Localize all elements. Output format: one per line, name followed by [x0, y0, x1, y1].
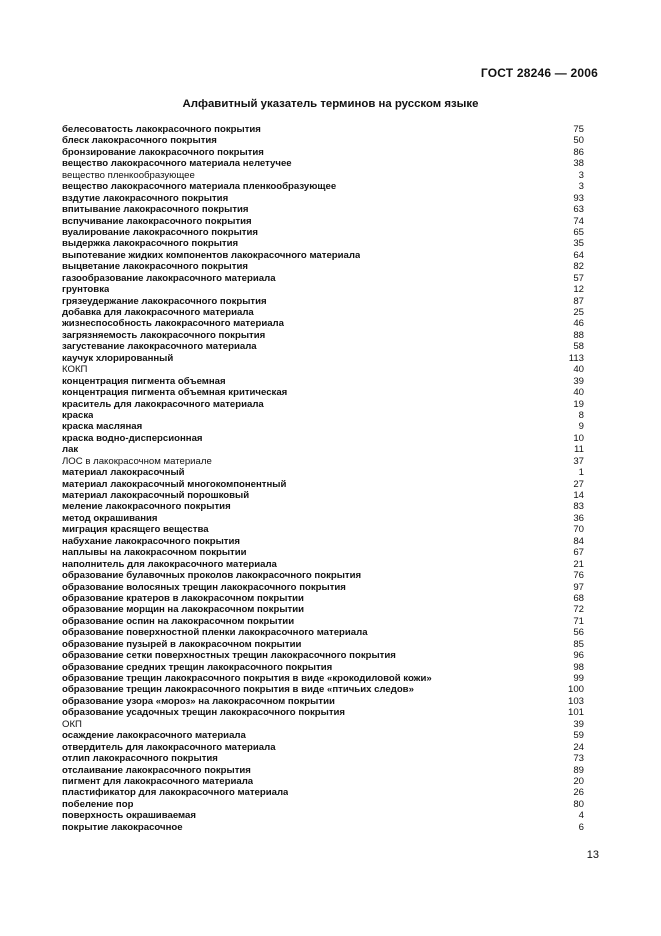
index-entry [62, 719, 600, 730]
index-entry [62, 810, 600, 821]
index-term: блеск лакокрасочного покрытия [62, 135, 217, 147]
index-entry [62, 193, 600, 204]
index-page-ref: 59 [573, 730, 584, 742]
index-page-ref: 1 [578, 467, 584, 479]
index-entry [62, 216, 600, 227]
index-entry [62, 296, 600, 307]
index-term: грунтовка [62, 284, 110, 296]
index-entry [62, 376, 600, 387]
index-entry [62, 273, 600, 284]
index-page-ref: 9 [578, 421, 584, 433]
index-term: краска [62, 409, 94, 421]
index-entry [62, 707, 600, 718]
index-entry [62, 204, 600, 215]
index-term: осаждение лакокрасочного материала [62, 730, 246, 742]
index-page-ref: 80 [573, 798, 584, 810]
index-page-ref: 20 [573, 775, 584, 787]
index-page-ref: 12 [573, 284, 584, 296]
index-term: отслаивание лакокрасочного покрытия [62, 764, 251, 776]
index-entry [62, 364, 600, 375]
index-page-ref: 84 [573, 535, 584, 547]
index-page-ref: 68 [573, 592, 584, 604]
index-page-ref: 35 [573, 238, 584, 250]
index-page-ref: 75 [573, 124, 584, 135]
index-entry [62, 135, 600, 146]
index-page-ref: 8 [578, 409, 584, 421]
index-page-ref: 21 [573, 558, 584, 570]
index-entry [62, 799, 600, 810]
index-entry [62, 433, 600, 444]
index-page-ref: 97 [573, 581, 584, 593]
index-page-ref: 65 [573, 226, 584, 238]
index-entry [62, 238, 600, 249]
index-entry [62, 421, 600, 432]
index-entry [62, 627, 600, 638]
term-index-list [62, 124, 600, 833]
index-entry [62, 604, 600, 615]
index-term: образование пузырей в лакокрасочном покрытии [62, 638, 302, 650]
index-entry [62, 479, 600, 490]
index-term: краска водно-дисперсионная [62, 432, 203, 444]
index-term: образование кратеров в лакокрасочном покрытии [62, 592, 304, 604]
index-entry [62, 650, 600, 661]
index-term: грязеудержание лакокрасочного покрытия [62, 295, 267, 307]
index-page-ref: 82 [573, 261, 584, 273]
index-term: впитывание лакокрасочного покрытия [62, 204, 249, 216]
index-term: образование трещин лакокрасочного покрытия в виде «птичьих следов» [62, 684, 414, 696]
index-term: образование морщин на лакокрасочном покрытии [62, 604, 305, 616]
index-page-ref: 50 [573, 135, 584, 147]
index-term: вуалирование лакокрасочного покрытия [62, 226, 258, 238]
index-page-ref: 26 [573, 787, 584, 799]
index-entry [62, 341, 600, 352]
index-term: образование трещин лакокрасочного покрытия в виде «крокодиловой кожи» [62, 673, 432, 684]
index-page-ref: 36 [573, 512, 584, 524]
index-page-ref: 37 [573, 455, 584, 467]
index-term: вспучивание лакокрасочного покрытия [62, 215, 252, 227]
index-entry [62, 124, 600, 135]
index-page-ref: 67 [573, 547, 584, 559]
index-term: загустевание лакокрасочного материала [62, 341, 257, 353]
index-page-ref: 56 [573, 627, 584, 639]
index-term: загрязняемость лакокрасочного покрытия [62, 329, 266, 341]
index-term: бронзирование лакокрасочного покрытия [62, 146, 264, 158]
index-term: меление лакокрасочного покрытия [62, 501, 231, 513]
index-term: образование узора «мороз» на лакокрасочном покрытии [62, 695, 335, 707]
index-page-ref: 24 [573, 741, 584, 753]
index-page-ref: 103 [567, 695, 584, 707]
index-page-ref: 71 [573, 615, 584, 627]
index-entry [62, 753, 600, 764]
index-page-ref: 73 [573, 753, 584, 765]
index-page-ref: 27 [573, 478, 584, 490]
index-entry [62, 742, 600, 753]
index-term: метод окрашивания [62, 512, 158, 524]
index-term: ЛОС в лакокрасочном материале [62, 455, 212, 467]
index-entry [62, 353, 600, 364]
index-entry [62, 467, 600, 478]
standard-designation: ГОСТ 28246 — 2006 [480, 66, 598, 80]
index-term: материал лакокрасочный многокомпонентный [62, 478, 287, 490]
index-entry [62, 318, 600, 329]
index-term: образование средних трещин лакокрасочного покрытия [62, 661, 333, 673]
index-entry [62, 170, 600, 181]
index-term: вздутие лакокрасочного покрытия [62, 192, 229, 204]
index-entry [62, 410, 600, 421]
index-page-ref: 99 [573, 673, 584, 684]
index-page-ref: 100 [567, 684, 584, 696]
index-entry [62, 456, 600, 467]
index-term: КОКП [62, 364, 88, 376]
index-entry [62, 444, 600, 455]
index-term: концентрация пигмента объемная [62, 375, 226, 387]
index-term: материал лакокрасочный [62, 467, 185, 479]
index-entry [62, 684, 600, 695]
index-entry [62, 582, 600, 593]
index-term: набухание лакокрасочного покрытия [62, 535, 240, 547]
index-page-ref: 83 [573, 501, 584, 513]
index-term: добавка для лакокрасочного материала [62, 307, 254, 318]
index-term: газообразование лакокрасочного материала [62, 272, 276, 284]
index-term: вещество лакокрасочного материала нелетучее [62, 158, 292, 170]
index-page-ref: 40 [573, 387, 584, 399]
index-page-ref: 11 [574, 444, 584, 456]
index-term: образование поверхностной пленки лакокрасочного материала [62, 627, 368, 639]
index-page-ref: 39 [573, 718, 584, 730]
index-entry [62, 673, 600, 684]
index-term: лак [62, 444, 79, 456]
index-entry [62, 330, 600, 341]
index-page-ref: 96 [573, 650, 584, 662]
index-term: наполнитель для лакокрасочного материала [62, 558, 277, 570]
index-entry [62, 284, 600, 295]
index-term: пигмент для лакокрасочного материала [62, 775, 254, 787]
page-number: 13 [586, 849, 599, 861]
index-entry [62, 776, 600, 787]
index-term: образование оспин на лакокрасочном покрытии [62, 615, 295, 627]
index-entry [62, 616, 600, 627]
index-page-ref: 74 [573, 215, 584, 227]
index-entry [62, 227, 600, 238]
index-term: отвердитель для лакокрасочного материала [62, 741, 276, 753]
index-page-ref: 93 [573, 192, 584, 204]
index-entry [62, 559, 600, 570]
index-page-ref: 88 [573, 329, 584, 341]
index-term: краситель для лакокрасочного материала [62, 398, 264, 410]
index-entry [62, 399, 600, 410]
index-page-ref: 10 [573, 432, 584, 444]
index-entry [62, 501, 600, 512]
index-entry [62, 593, 600, 604]
index-page-ref: 38 [573, 158, 584, 170]
index-page-ref: 87 [573, 295, 584, 307]
index-page-ref: 101 [567, 707, 584, 719]
index-page-ref: 14 [573, 490, 584, 501]
index-entry [62, 524, 600, 535]
index-page-ref: 58 [573, 341, 584, 353]
index-entry [62, 181, 600, 192]
index-term: миграция красящего вещества [62, 524, 209, 536]
index-term: выпотевание жидких компонентов лакокрасочного материала [62, 249, 361, 261]
index-term: образование усадочных трещин лакокрасочного покрытия [62, 707, 346, 719]
index-page-ref: 113 [568, 352, 584, 364]
index-term: жизнеспособность лакокрасочного материала [62, 318, 284, 330]
index-entry [62, 547, 600, 558]
index-page-ref: 25 [573, 307, 584, 318]
index-entry [62, 536, 600, 547]
index-page-ref: 46 [573, 318, 584, 330]
index-page-ref: 85 [573, 638, 584, 650]
index-page-ref: 4 [578, 810, 584, 822]
index-title: Алфавитный указатель терминов на русском языке [182, 98, 479, 110]
index-term: концентрация пигмента объемная критическая [62, 387, 288, 399]
index-entry [62, 158, 600, 169]
index-entry [62, 250, 600, 261]
index-entry [62, 639, 600, 650]
index-page-ref: 6 [578, 821, 584, 833]
index-entry [62, 822, 600, 833]
index-page-ref: 63 [573, 204, 584, 216]
index-entry [62, 787, 600, 798]
index-entry [62, 696, 600, 707]
index-page-ref: 40 [573, 364, 584, 376]
index-term: пластификатор для лакокрасочного материала [62, 787, 289, 799]
index-term: образование волосяных трещин лакокрасочного покрытия [62, 581, 346, 593]
index-term: белесоватость лакокрасочного покрытия [62, 124, 261, 135]
index-term: ОКП [62, 718, 82, 730]
index-entry [62, 513, 600, 524]
index-entry [62, 570, 600, 581]
index-term: покрытие лакокрасочное [62, 821, 183, 833]
index-page-ref: 64 [573, 249, 584, 261]
index-page-ref: 3 [578, 169, 584, 181]
index-page-ref: 57 [573, 272, 584, 284]
index-term: побеление пор [62, 798, 134, 810]
index-term: выдержка лакокрасочного покрытия [62, 238, 239, 250]
index-entry [62, 387, 600, 398]
index-term: каучук хлорированный [62, 352, 174, 364]
index-term: вещество лакокрасочного материала пленкообразующее [62, 181, 337, 193]
index-page-ref: 86 [573, 146, 584, 158]
index-page-ref: 72 [573, 604, 584, 616]
index-entry [62, 765, 600, 776]
index-term: поверхность окрашиваемая [62, 810, 196, 822]
index-entry [62, 307, 600, 318]
index-term: выцветание лакокрасочного покрытия [62, 261, 248, 273]
index-entry [62, 261, 600, 272]
index-term: материал лакокрасочный порошковый [62, 490, 250, 501]
index-page-ref: 76 [573, 570, 584, 582]
index-page-ref: 70 [573, 524, 584, 536]
index-term: наплывы на лакокрасочном покрытии [62, 547, 247, 559]
index-term: отлип лакокрасочного покрытия [62, 753, 218, 765]
index-page-ref: 98 [573, 661, 584, 673]
index-term: образование сетки поверхностных трещин лакокрасочного покрытия [62, 650, 396, 662]
index-entry [62, 730, 600, 741]
index-page-ref: 89 [573, 764, 584, 776]
index-term: образование булавочных проколов лакокрасочного покрытия [62, 570, 362, 582]
index-term: краска масляная [62, 421, 143, 433]
index-page-ref: 39 [573, 375, 584, 387]
index-page-ref: 19 [573, 398, 584, 410]
index-page-ref: 3 [578, 181, 584, 193]
index-entry [62, 490, 600, 501]
index-entry [62, 147, 600, 158]
index-term: вещество пленкообразующее [62, 169, 195, 181]
index-entry [62, 662, 600, 673]
